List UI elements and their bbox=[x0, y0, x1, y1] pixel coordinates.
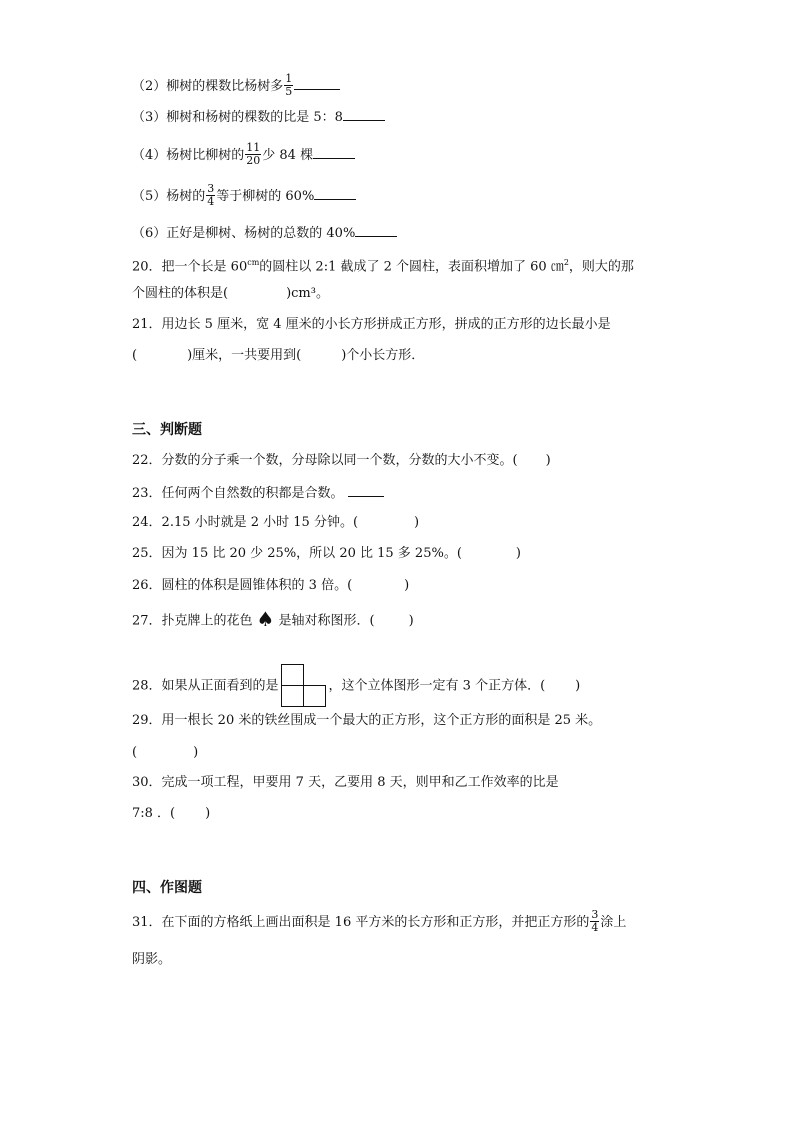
question-21-line-1: 21．用边长 5 厘米，宽 4 厘米的小长方形拼成正方形，拼成的正方形的边长最小是 bbox=[132, 317, 611, 332]
question-20-line-2: 个圆柱的体积是( )cm³。 bbox=[132, 286, 329, 301]
fraction: $\frac{3}{4}$ bbox=[591, 908, 599, 934]
answer-blank[interactable] bbox=[313, 144, 355, 159]
question-26: 26．圆柱的体积是圆锥体积的 3 倍。( ) bbox=[132, 578, 410, 593]
cube-square bbox=[281, 664, 304, 686]
answer-blank[interactable] bbox=[314, 185, 356, 200]
question-30-line-1: 30．完成一项工程，甲要用 7 天，乙要用 8 天，则甲和乙工作效率的比是 bbox=[132, 775, 559, 790]
fraction: $\frac{3}{4}$ bbox=[207, 182, 215, 208]
question-20-line-1: 20．把一个长是 $60^{cm}$的圆柱以 2:1 截成了 2 个圆柱，表面积增加了 60 ㎝$^2$，则大的那 bbox=[132, 258, 634, 275]
q19-item-3: （3）柳树和杨树的棵数的比是 5：8 bbox=[132, 106, 385, 128]
q19-item-5: （5）杨树的 $\frac{3}{4}$ 等于柳树的 60% bbox=[132, 184, 356, 209]
q19-item-4: （4）杨树比柳树的 $\frac{11}{20}$ 少 84 棵 bbox=[132, 143, 355, 168]
answer-blank[interactable] bbox=[348, 482, 384, 497]
q19-item-6: （6）正好是柳树、杨树的总数的 40% bbox=[132, 222, 397, 244]
question-25: 25．因为 15 比 20 少 25%，所以 20 比 15 多 25%。( ) bbox=[132, 546, 521, 561]
q19-item-2: （2）柳树的棵数比杨树多 $\frac{1}{5}$ bbox=[132, 74, 340, 99]
answer-blank[interactable] bbox=[343, 106, 385, 121]
question-29-line-2: ( ) bbox=[132, 745, 199, 760]
question-28: 28．如果从正面看到的是 ，这个立体图形一定有 3 个正方体．( ) bbox=[132, 664, 580, 708]
cube-square bbox=[303, 685, 326, 707]
question-30-line-2: 7:8 ．( ) bbox=[132, 806, 211, 821]
section-heading-judgement: 三、判断题 bbox=[132, 422, 202, 438]
question-31-line-1: 31．在下面的方格纸上画出面积是 16 平方米的长方形和正方形，并把正方形的 $\frac{3}{4}$ 涂上 bbox=[132, 908, 627, 934]
question-24: 24．2.15 小时就是 2 小时 15 分钟。( ) bbox=[132, 515, 420, 530]
question-23: 23．任何两个自然数的积都是合数。 bbox=[132, 482, 384, 504]
spade-icon: ♠ bbox=[256, 607, 275, 631]
question-27: 27．扑克牌上的花色 ♠ 是轴对称图形．( ) bbox=[132, 607, 414, 631]
cube-square bbox=[281, 685, 304, 707]
question-22: 22．分数的分子乘一个数，分母除以同一个数，分数的大小不变。( ) bbox=[132, 453, 551, 468]
fraction: $\frac{1}{5}$ bbox=[285, 72, 293, 98]
question-29-line-1: 29．用一根长 20 米的铁丝围成一个最大的正方形，这个正方形的面积是 25 米。 bbox=[132, 713, 602, 728]
answer-blank[interactable] bbox=[355, 222, 397, 237]
fraction: $\frac{11}{20}$ bbox=[246, 141, 261, 167]
section-heading-drawing: 四、作图题 bbox=[132, 880, 202, 896]
question-21-line-2: ( )厘米，一共要用到( )个小长方形． bbox=[132, 348, 425, 363]
front-view-cubes-diagram bbox=[281, 664, 327, 708]
answer-blank[interactable] bbox=[294, 75, 340, 90]
question-31-line-2: 阴影。 bbox=[132, 952, 172, 967]
